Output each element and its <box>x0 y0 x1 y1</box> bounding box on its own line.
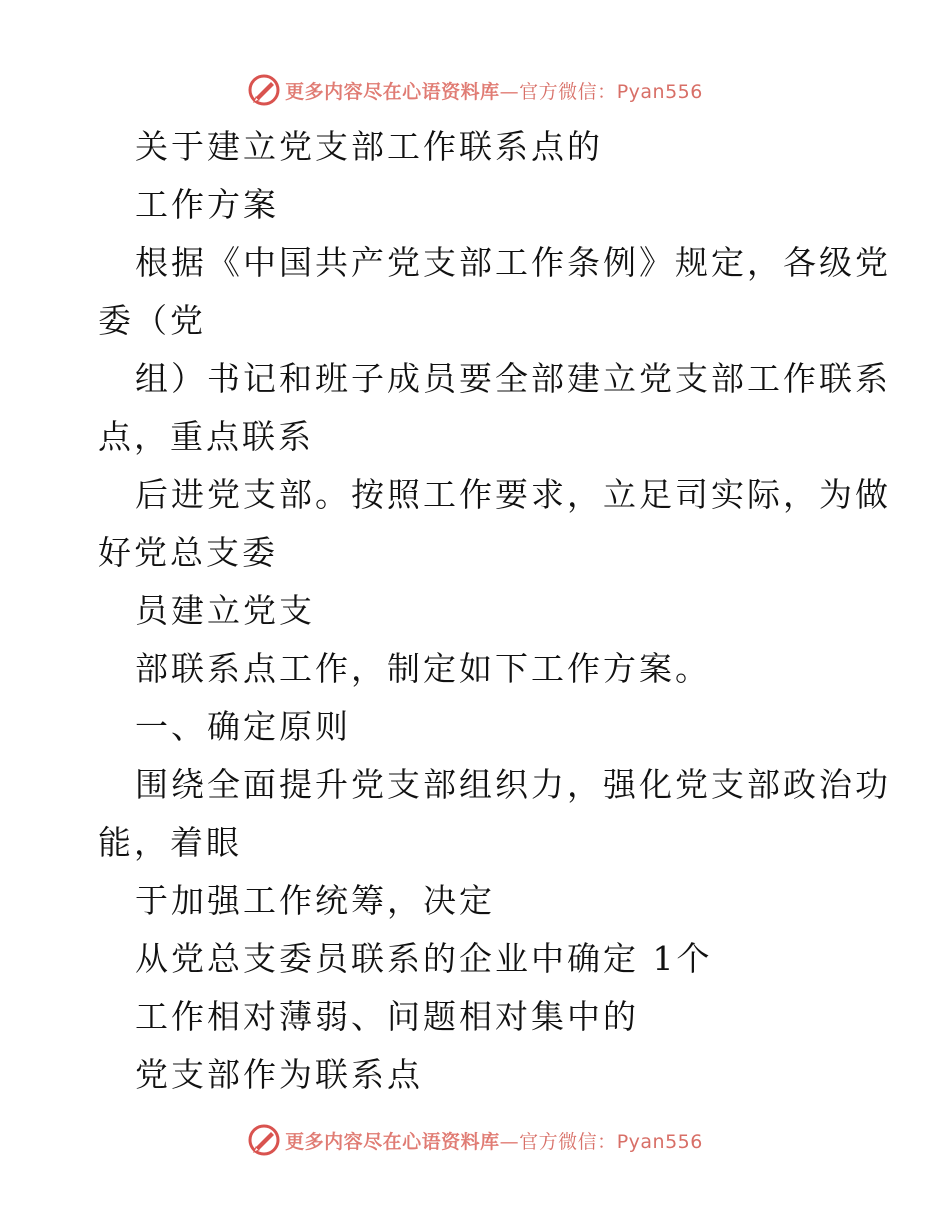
document-line: 后进党支部。按照工作要求，立足司实际，为做 <box>135 475 891 514</box>
document-line: 组）书记和班子成员要全部建立党支部工作联系 <box>135 359 891 398</box>
document-body <box>98 118 891 1104</box>
pen-logo-icon <box>247 73 281 107</box>
document-line: 工作相对薄弱、问题相对集中的 <box>135 997 639 1036</box>
watermark-wechat-id: Pyan556 <box>616 80 703 103</box>
document-line: 能，着眼 <box>98 823 242 862</box>
watermark-main-text: 更多内容尽在心语资料库 <box>285 80 500 103</box>
watermark-wechat-label: 官方微信： <box>519 1130 617 1153</box>
document-line: 围绕全面提升党支部组织力，强化党支部政治功 <box>135 765 891 804</box>
pen-logo-icon <box>247 1123 281 1157</box>
watermark-wechat-label: 官方微信： <box>519 80 617 103</box>
watermark-dash: — <box>499 80 520 103</box>
document-line: 从党总支委员联系的企业中确定 1个 <box>135 939 713 978</box>
watermark-main-text: 更多内容尽在心语资料库 <box>285 1130 500 1153</box>
document-line: 于加强工作统筹，决定 <box>135 881 495 920</box>
document-line: 党支部作为联系点 <box>135 1055 423 1094</box>
watermark-banner-top <box>0 70 950 110</box>
document-line: 根据《中国共产党支部工作条例》规定，各级党 <box>135 243 891 282</box>
document-line: 工作方案 <box>135 185 279 224</box>
document-line: 员建立党支 <box>135 591 315 630</box>
watermark-banner-bottom <box>0 1120 950 1160</box>
document-line: 好党总支委 <box>98 533 278 572</box>
watermark-wechat-id: Pyan556 <box>616 1130 703 1153</box>
document-line: 点，重点联系 <box>98 417 314 456</box>
document-line: 委（党 <box>98 301 206 340</box>
document-line: 一、确定原则 <box>135 707 351 746</box>
watermark-dash: — <box>499 1130 520 1153</box>
document-line: 部联系点工作，制定如下工作方案。 <box>135 649 711 688</box>
document-line: 关于建立党支部工作联系点的 <box>135 127 603 166</box>
